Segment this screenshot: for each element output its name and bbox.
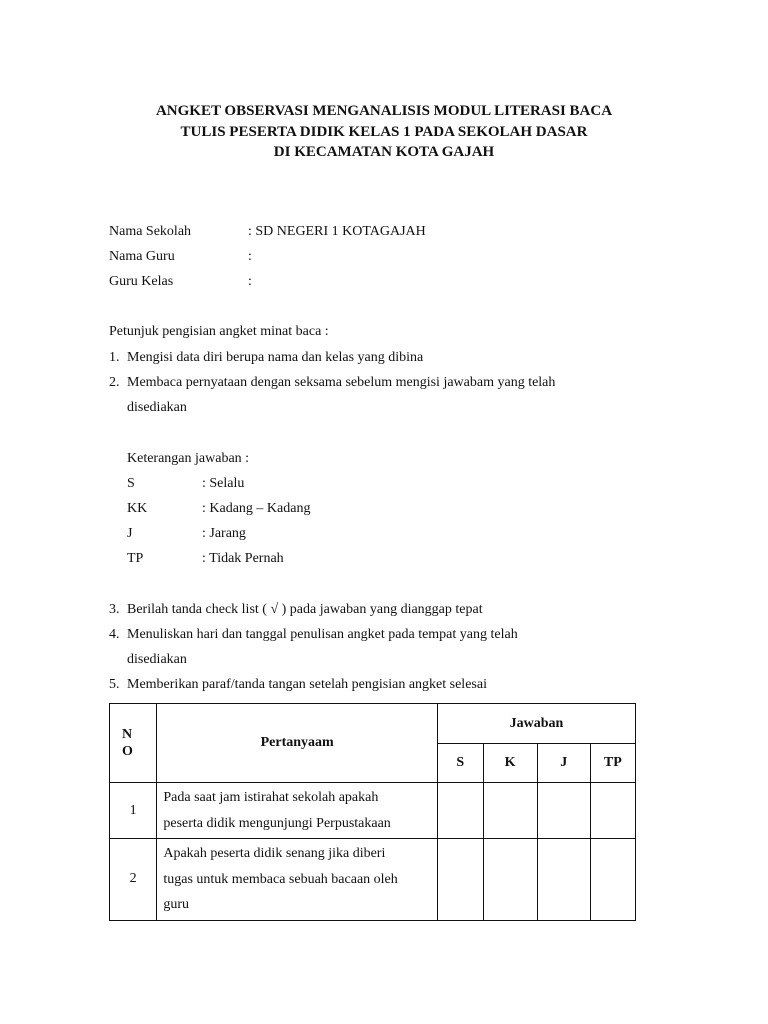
answer-col-s: S	[437, 744, 483, 783]
answer-cell-j[interactable]	[537, 839, 590, 921]
answer-col-j: J	[537, 744, 590, 783]
title-line-2: TULIS PESERTA DIDIK KELAS 1 PADA SEKOLAH DASAR	[180, 123, 588, 140]
table-row	[110, 783, 636, 839]
instruction-item-3: Berilah tanda check list ( √ ) pada jawaban yang dianggap tepat	[127, 602, 483, 617]
table-header-row	[110, 704, 636, 744]
answer-cell-tp[interactable]	[590, 783, 635, 839]
title-line-1: ANGKET OBSERVASI MENGANALISIS MODUL LITERASI BACA	[155, 103, 613, 119]
table-row	[110, 839, 636, 921]
instructions-heading: Petunjuk pengisian angket minat baca :	[109, 324, 329, 339]
row-number: 2	[110, 839, 157, 921]
row-question	[157, 783, 438, 839]
document-title	[0, 101, 768, 163]
legend-heading: Keterangan jawaban :	[127, 451, 250, 466]
header-no-line-2: O	[122, 744, 133, 759]
identity-label-school: Nama Sekolah	[109, 224, 192, 239]
legend-meaning-s: : Selalu	[202, 476, 245, 491]
question-line: Pada saat jam istirahat sekolah apakah	[163, 790, 379, 805]
row-number: 1	[110, 783, 157, 839]
question-line: Apakah peserta didik senang jika diberi	[163, 846, 386, 861]
identity-label-teacher: Nama Guru	[109, 249, 175, 264]
header-no	[110, 704, 157, 783]
instruction-item-2-line-2: disediakan	[127, 400, 187, 415]
identity-value-class-teacher: :	[248, 274, 252, 289]
answer-cell-s[interactable]	[437, 783, 483, 839]
instruction-number-5: 5.	[109, 677, 120, 692]
header-answer: Jawaban	[437, 704, 635, 744]
title-line-3: DI KECAMATAN KOTA GAJAH	[273, 144, 495, 160]
legend-code-j: J	[127, 526, 133, 541]
answer-cell-s[interactable]	[437, 839, 483, 921]
header-no-line-1: N	[122, 727, 133, 742]
identity-label-class-teacher: Guru Kelas	[109, 274, 174, 289]
question-line: peserta didik mengunjungi Perpustakaan	[163, 815, 391, 831]
answer-col-tp: TP	[590, 744, 635, 783]
identity-value-school: : SD NEGERI 1 KOTAGAJAH	[248, 224, 426, 239]
legend-code-kk: KK	[127, 501, 148, 516]
answer-cell-tp[interactable]	[590, 839, 635, 921]
instruction-item-5: Memberikan paraf/tanda tangan setelah pengisian angket selesai	[127, 677, 487, 692]
instruction-item-4-line-2: disediakan	[127, 652, 187, 667]
legend-meaning-tp: : Tidak Pernah	[202, 551, 284, 566]
identity-value-teacher: :	[248, 249, 252, 264]
instruction-number-4: 4.	[109, 627, 120, 642]
question-line: tugas untuk membaca sebuah bacaan oleh	[163, 871, 398, 887]
row-question	[157, 839, 438, 921]
legend-code-s: S	[127, 476, 135, 491]
answer-col-k: K	[483, 744, 537, 783]
instruction-item-2-line-1: Membaca pernyataan dengan seksama sebelum mengisi jawabam yang telah	[127, 375, 556, 390]
instruction-item-1: Mengisi data diri berupa nama dan kelas yang dibina	[127, 350, 424, 365]
instruction-number-3: 3.	[109, 602, 120, 617]
legend-meaning-j: : Jarang	[202, 526, 246, 541]
legend-meaning-kk: : Kadang – Kadang	[202, 501, 311, 516]
instruction-number-1: 1.	[109, 350, 120, 365]
answer-cell-j[interactable]	[537, 783, 590, 839]
question-line: guru	[163, 897, 190, 912]
answer-cell-k[interactable]	[483, 783, 537, 839]
instruction-item-4-line-1: Menuliskan hari dan tanggal penulisan angket pada tempat yang telah	[127, 627, 518, 642]
header-question: Pertanyaam	[157, 704, 438, 783]
answer-cell-k[interactable]	[483, 839, 537, 921]
legend-code-tp: TP	[127, 551, 144, 566]
instruction-number-2: 2.	[109, 375, 120, 390]
questionnaire-table	[109, 703, 636, 921]
